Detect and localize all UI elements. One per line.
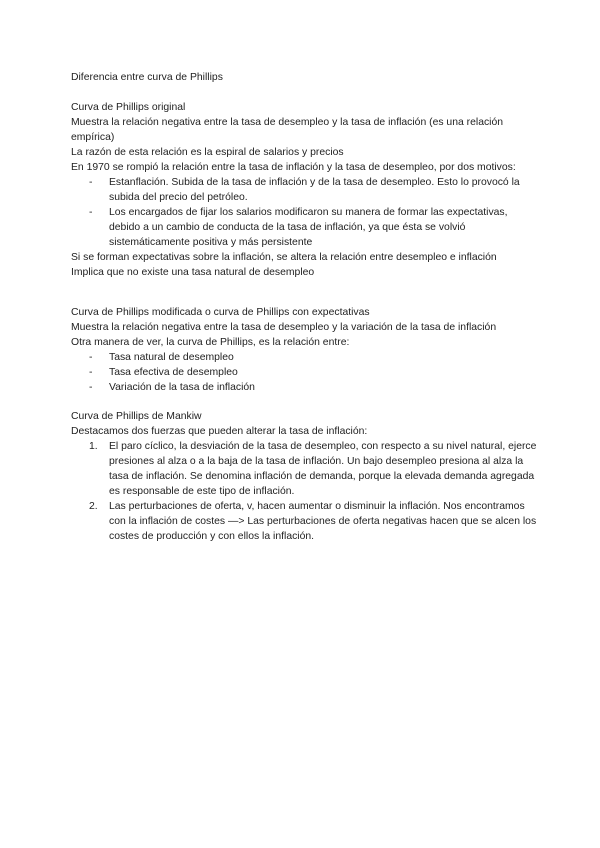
document-title: Diferencia entre curva de Phillips [71,72,223,83]
list-item-text: Tasa efectiva de desempleo [109,367,238,378]
dash-marker: - [89,367,93,378]
dash-marker: - [89,382,93,393]
number-marker: 1. [89,441,98,452]
section-heading-original: Curva de Phillips original [71,102,186,113]
section-modificada [71,305,541,395]
dash-marker: - [89,352,93,363]
section-heading-mankiw: Curva de Phillips de Mankiw [71,411,202,422]
list-item [71,499,541,544]
dash-marker: - [89,177,93,188]
bullet-list [71,175,541,250]
bullet-list [71,350,541,395]
list-item [71,205,541,250]
list-item-text: Estanflación. Subida de la tasa de inflación y de la tasa de desempleo. Esto lo provocó la subida del precio del petróleo. [109,177,520,203]
paragraph: Si se forman expectativas sobre la inflación, se altera la relación entre desempleo e inflación [71,252,497,263]
paragraph: Muestra la relación negativa entre la tasa de desempleo y la tasa de inflación (es una relación empírica) [71,117,504,143]
dash-marker: - [89,207,93,218]
list-item [71,439,541,499]
section-heading-modificada: Curva de Phillips modificada o curva de Phillips con expectativas [71,307,370,318]
paragraph: Muestra la relación negativa entre la tasa de desempleo y la variación de la tasa de inflación [71,322,497,333]
list-item-text: Los encargados de fijar los salarios modificaron su manera de formar las expectativas, debido a un cambio de conducta de la tasa de inflación, ya que ésta se volvió sistemáticamente positiva y más persistente [109,207,508,248]
paragraph: Implica que no existe una tasa natural de desempleo [71,267,315,278]
section-original [71,100,541,280]
list-item [71,350,541,365]
list-item-text: Variación de la tasa de inflación [109,382,255,393]
document-title-block [71,70,541,85]
number-marker: 2. [89,501,98,512]
paragraph: Otra manera de ver, la curva de Phillips, es la relación entre: [71,337,350,348]
section-mankiw [71,409,541,544]
paragraph: La razón de esta relación es la espiral de salarios y precios [71,147,344,158]
paragraph: Destacamos dos fuerzas que pueden alterar la tasa de inflación: [71,426,368,437]
list-item-text: El paro cíclico, la desviación de la tasa de desempleo, con respecto a su nivel natural, ejerce presiones al alza o a la baja de la tasa de inflación. Un bajo desempleo presiona al alza la tasa de inflación. Se denomina inflación de demanda, porque la elevada demanda agregada es responsable de este tipo de inflación. [109,441,537,497]
list-item [71,175,541,205]
list-item-text: Las perturbaciones de oferta, v, hacen aumentar o disminuir la inflación. Nos encontramos con la inflación de costes —> Las perturbaciones de oferta negativas hacen que se alcen los costes de producción y con ellos la inflación. [109,501,537,542]
numbered-list [71,439,541,544]
paragraph: En 1970 se rompió la relación entre la tasa de inflación y la tasa de desempleo, por dos motivos: [71,162,516,173]
list-item-text: Tasa natural de desempleo [109,352,234,363]
list-item [71,365,541,380]
list-item [71,380,541,395]
